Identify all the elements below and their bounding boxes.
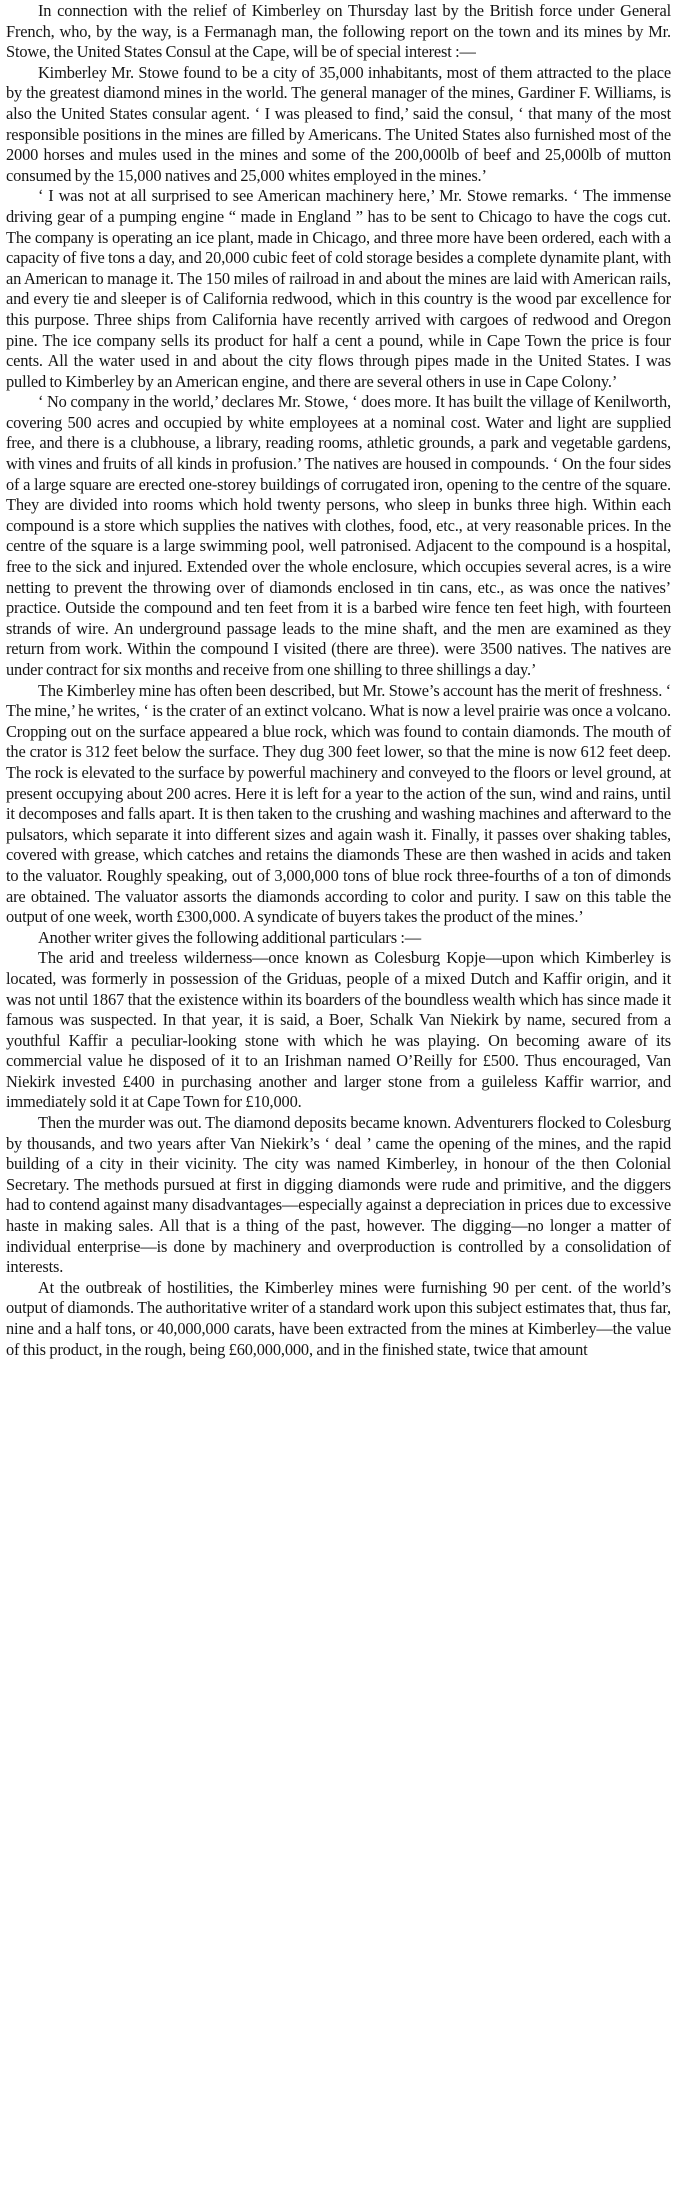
paragraph-intro: In connection with the relief of Kimberley on Thursday last by the British force under General French, who, by the way, is a Fermanagh man, the following report on the town and its mines by Mr. Stowe, the United States Consul at the Cape, will be of special interest :— <box>6 1 671 62</box>
paragraph-diamond-rush: Then the murder was out. The diamond deposits became known. Adventurers flocked to Colesburg by thousands, and two years after Van Niekirk’s ‘ deal ’ came the opening of the mines, and the rapid building of a city in their vicinity. The city was named Kimberley, in honour of the then Colonial Secretary. The methods pursued at first in digging diamonds were rude and primitive, and the diggers had to contend against many disadvantages—especially against a depreciation in prices due to excessive haste in making sales. All that is a thing of the past, however. The digging—no longer a matter of individual enterprise—is done by machinery and overproduction is controlled by a consolidation of interests. <box>6 1113 671 1277</box>
paragraph-kimberley-mine: The Kimberley mine has often been described, but Mr. Stowe’s account has the merit of freshness. ‘ The mine,’ he writes, ‘ is the crater of an extinct volcano. What is now a level prairie was once a volcano. Cropping out on the surface appeared a blue rock, which was found to contain diamonds. The mouth of the crator is 312 feet below the surface. They dug 300 feet lower, so that the mine is now 612 feet deep. The rock is elevated to the surface by powerful machinery and conveyed to the floors or level ground, at present occupying about 200 acres. Here it is left for a year to the action of the sun, wind and rains, until it decomposes and falls apart. It is then taken to the crushing and washing machines and afterward to the pulsators, which separate it into different sizes and again wash it. Finally, it passes over shaking tables, covered with grease, which catches and retains the diamonds These are then washed in acids and taken to the valuator. Roughly speaking, out of 3,000,000 tons of blue rock three-fourths of a ton of dimonds are obtained. The valuator assorts the diamonds according to color and purity. I saw on this table the output of one week, worth £300,000. A syndicate of buyers takes the product of the mines.’ <box>6 680 671 927</box>
paragraph-outbreak-hostilities: At the outbreak of hostilities, the Kimberley mines were furnishing 90 per cent. of the world’s output of diamonds. The authoritative writer of a standard work upon this subject estimates that, thus far, nine and a half tons, or 40,000,000 carats, have been extracted from the mines at Kimberley—the value of this product, in the rough, being £60,000,000, and in the finished state, twice that amount <box>6 1277 671 1359</box>
paragraph-colesburg-kopje: The arid and treeless wilderness—once known as Colesburg Kopje—upon which Kimberley is located, was formerly in possession of the Griduas, people of a mixed Dutch and Kaffir origin, and it was not until 1867 that the existence within its boarders of the boundless wealth which has since made it famous was suspected. In that year, it is said, a Boer, Schalk Van Niekirk by name, secured from a youthful Kaffir a peculiar-looking stone with which he was playing. On becoming aware of its commercial value he disposed of it to an Irishman named O’Reilly for £500. Thus encouraged, Van Niekirk invested £400 in purchasing another and larger stone from a guileless Kaffir warrior, and immediately sold it at Cape Town for £10,000. <box>6 948 671 1112</box>
paragraph-kimberley-city: Kimberley Mr. Stowe found to be a city of 35,000 inhabitants, most of them attracted to the place by the greatest diamond mines in the world. The general manager of the mines, Gardiner F. Williams, is also the United States consular agent. ‘ I was pleased to find,’ said the consul, ‘ that many of the most responsible positions in the mines are filled by Americans. The United States also furnished most of the 2000 horses and mules used in the mines and some of the 200,000lb of beef and 25,000lb of mutton consumed by the 15,000 natives and 25,000 whites employed in the mines.’ <box>6 62 671 185</box>
paragraph-american-machinery: ‘ I was not at all surprised to see American machinery here,’ Mr. Stowe remarks. ‘ The immense driving gear of a pumping engine “ made in England ” has to be sent to Chicago to have the cogs cut. The company is operating an ice plant, made in Chicago, and three more have been ordered, each with a capacity of five tons a day, and 20,000 cubic feet of cold storage besides a complete dynamite plant, with an American to manage it. The 150 miles of railroad in and about the mines are laid with American rails, and every tie and sleeper is of California redwood, which in this country is the wood par excellence for this purpose. Three ships from California have recently arrived with cargoes of redwood and Oregon pine. The ice company sells its product for half a cent a pound, while in Cape Town the price is four cents. All the water used in and about the city flows through pipes made in the United States. I was pulled to Kimberley by an American engine, and there are several others in use in Cape Colony.’ <box>6 186 671 391</box>
paragraph-another-writer: Another writer gives the following additional particulars :— <box>38 927 422 947</box>
paragraph-company-compounds: ‘ No company in the world,’ declares Mr. Stowe, ‘ does more. It has built the village of Kenilworth, covering 500 acres and occupied by white employees at a nominal cost. Water and light are supplied free, and there is a clubhouse, a library, reading rooms, athletic grounds, a park and vegetable gardens, with vines and fruits of all kinds in profusion.’ The natives are housed in compounds. ‘ On the four sides of a large square are erected one-storey buildings of corrugated iron, opening to the centre of the square. They are divided into rooms which hold twenty persons, who sleep in bunks three high. Within each compound is a store which supplies the natives with clothes, food, etc., at very reasonable prices. In the centre of the square is a large swimming pool, well patronised. Adjacent to the compound is a hospital, free to the sick and injured. Extended over the whole enclosure, which occupies several acres, is a wire netting to prevent the throwing over of diamonds enclosed in tin cans, etc., as was once the natives’ practice. Outside the compound and ten feet from it is a barbed wire fence ten feet high, with fourteen strands of wire. An underground passage leads to the mine shaft, and the men are examined as they return from work. Within the compound I visited (there are three). were 3500 natives. The natives are under contract for six months and receive from one shilling to three shillings a day.’ <box>6 392 671 679</box>
